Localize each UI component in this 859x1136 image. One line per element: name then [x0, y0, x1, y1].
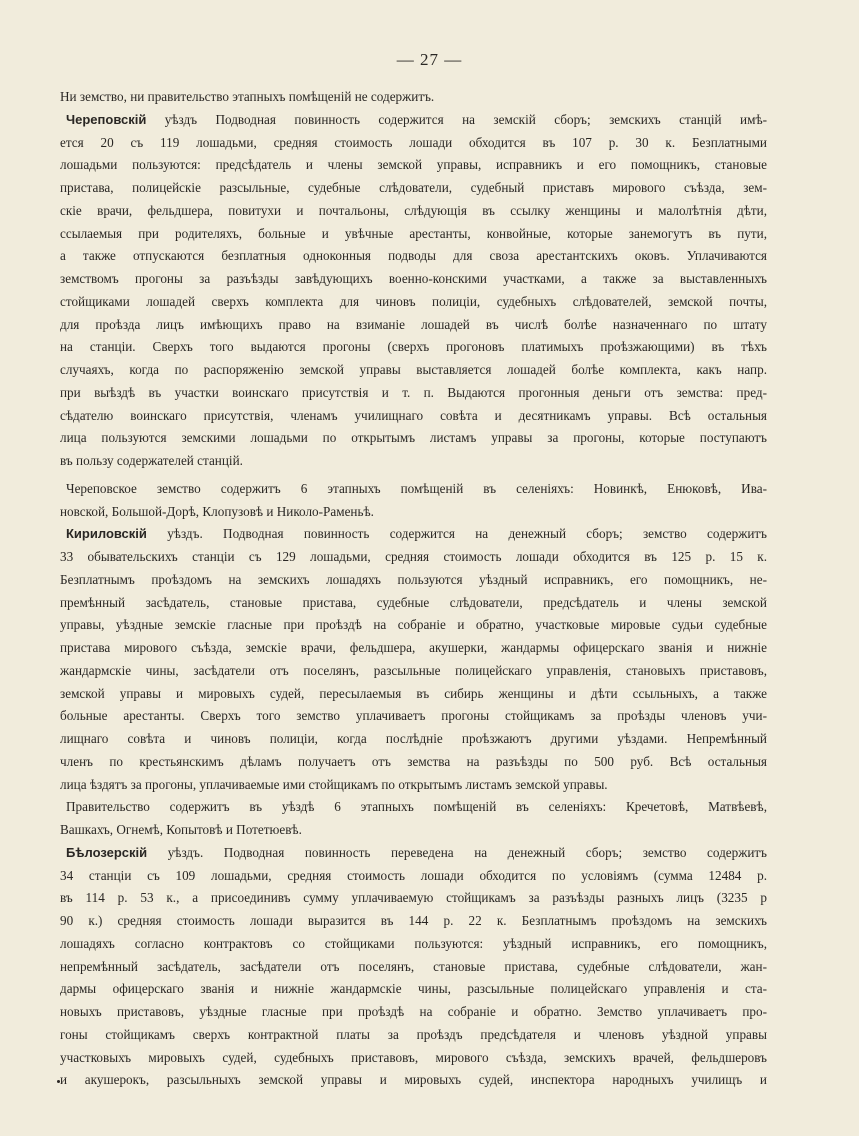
text-line: Ни земство, ни правительство этапныхъ помѣщеній не содержитъ. — [60, 89, 435, 104]
text-line: Кириловскій уѣздъ. Подводная повинность содержится на денежный сборъ; земство содержитъ — [66, 526, 767, 542]
text-line: а также отпускаются безплатныя одноконныя подводы для своза арестантскихъ оковъ. Уплачиваются — [60, 248, 767, 264]
paragraph-cherepovets-stages — [60, 478, 767, 524]
paragraph-belozersk — [60, 842, 767, 1092]
page-number: — 27 — — [396, 50, 463, 69]
text-line: лица ѣздятъ за прогоны, уплачиваемые ими стойщикамъ по открытымъ листамъ земской управы. — [60, 776, 608, 792]
text-line: для проѣзда лицъ имѣющихъ право на взиманіе лошадей въ числѣ болѣе назначеннаго по штату — [60, 316, 767, 332]
text-line: лошадяхъ согласно контрактовъ со стойщиками пользуются: уѣздный исправникъ, его помощникъ, — [60, 935, 767, 951]
text-line: лищнаго совѣта и чиновъ полиціи, когда послѣдніе проѣзжаютъ другими уѣздами. Непремѣнный — [60, 731, 767, 746]
text-line: непремѣнный засѣдатель, засѣдатели отъ поселянъ, становые пристава, судебные слѣдователи, жан- — [60, 958, 767, 974]
text-line: Вашкахъ, Огнемѣ, Копытовѣ и Потетюевѣ. — [60, 822, 302, 837]
district-heading: Бѣлозерскій — [66, 844, 148, 860]
paragraph-intro — [60, 86, 767, 109]
text-line: скіе врачи, фельдшера, повитухи и почтальоны, слѣдующія въ ссылку женщины и малолѣтнія дѣти, — [60, 202, 767, 218]
text-line: ссылаемыя при родителяхъ, больные и увѣчные арестанты, конвойные, которые занемогутъ въ пути, — [60, 225, 767, 241]
district-heading: Череповскій — [66, 111, 147, 127]
text-line: Безплатнымъ проѣздомъ на земскихъ лошадяхъ пользуются уѣздный исправникъ, его помощникъ, не- — [60, 571, 767, 587]
text-body — [60, 86, 767, 1092]
district-heading: Кириловскій — [66, 526, 147, 542]
text-line: премѣнный засѣдатель, становые пристава, судебные слѣдователи, предсѣдатель и члены земской — [60, 594, 767, 610]
text-line: 90 к.) средняя стоимость лошади выразится въ 144 р. 22 к. Безплатнымъ проѣздомъ на земскихъ — [60, 913, 767, 928]
text-line: Череповскій уѣздъ Подводная повинность содержится на земскій сборъ; земскихъ станцій имѣ- — [66, 111, 767, 127]
text-line: лошадьми пользуются: предсѣдатель и члены земской управы, исправникъ и его помощникъ, становые — [60, 157, 767, 173]
text-line: при выѣздѣ въ участки воинскаго присутствія и т. п. Выдаются прогонныя деньги отъ земства: пред- — [60, 384, 767, 400]
text-line: въ 114 р. 53 к., а присоединивъ сумму уплачиваемую стойщикамъ за разъѣзды разныхъ лицъ (3235 р — [60, 890, 767, 906]
text-line: членъ по крестьянскимъ дѣламъ получаетъ отъ земства на разъѣзды по 500 руб. Всѣ остальныя — [60, 753, 767, 769]
text-line: случаяхъ, когда по распоряженію земской управы выставляется лошадей болѣе комплекта, какъ напр. — [60, 362, 767, 377]
text-line: жандармскіе чины, засѣдатели отъ поселянъ, разсыльные полицейскаго управленія, становыхъ приставовъ, — [60, 662, 767, 678]
text-line: дармы офицерскаго званія и нижніе жандармскіе чины, разсыльные полицейскаго управленія и ста- — [60, 981, 767, 997]
text-line: 33 обывательскихъ станціи съ 129 лошадьми, средняя стоимость лошади обходится въ 125 р. 15 к. — [60, 549, 767, 564]
text-line: на станціи. Сверхъ того выдаются прогоны (сверхъ прогоновъ платимыхъ проѣзжающими) въ тѣхъ — [60, 339, 767, 355]
text-line: Бѣлозерскій уѣздъ. Подводная повинность переведена на денежный сборъ; земство содержитъ — [66, 844, 767, 860]
text-line: больные арестанты. Сверхъ того земство уплачиваетъ прогоны стойщикамъ за проѣзды членовъ учи- — [60, 708, 767, 724]
text-line: управы, уѣздные земскіе гласные при проѣздѣ на собраніе и обратно, участковые мировые судьи судебные — [60, 617, 767, 633]
text-line: Правительство содержитъ въ уѣздѣ 6 этапныхъ помѣщеній въ селеніяхъ: Кречетовѣ, Матвѣевѣ, — [66, 799, 767, 815]
text-line: пристава, полицейскіе разсыльные, судебные слѣдователи, судебный приставъ мирового съѣзда, зем- — [60, 180, 767, 195]
text-line: земствомъ прогоны за разъѣзды завѣдующихъ военно-конскими участками, а также за выставленныхъ — [60, 271, 767, 286]
paragraph-kirillov-stages — [60, 796, 767, 842]
text-line: лица пользуются земскими лошадьми по открытымъ листамъ управы за прогоны, которые поступаютъ — [60, 430, 767, 446]
paragraph-kirillov — [60, 523, 767, 796]
text-line: новыхъ приставовъ, уѣздные гласные при проѣздѣ на собраніе и обратно. Земство уплачиваетъ про- — [60, 1004, 767, 1019]
text-line: стойщиками лошадей сверхъ комплекта для чиновъ полиціи, судебныхъ слѣдователей, земской почты, — [60, 293, 767, 309]
text-line: сѣдателю воинскаго присутствія, членамъ училищнаго совѣта и десятникамъ управы. Всѣ остальныя — [60, 407, 767, 423]
text-line: въ пользу содержателей станцій. — [60, 453, 243, 468]
text-line: гоны стойщикамъ сверхъ контрактной платы за проѣздъ предсѣдателя и членовъ уѣздной управы — [60, 1026, 767, 1042]
ink-speck — [57, 1080, 60, 1083]
text-line: Череповское земство содержитъ 6 этапныхъ помѣщеній въ селеніяхъ: Новинкѣ, Енюковѣ, Ива- — [66, 480, 767, 496]
text-line: новской, Большой-Дорѣ, Клопузовѣ и Николо-Раменьѣ. — [60, 503, 374, 519]
text-line: ется 20 съ 119 лошадьми, средняя стоимость лошади обходится въ 107 р. 30 к. Безплатными — [60, 134, 767, 150]
text-line: и акушерокъ, разсыльныхъ земской управы и мировыхъ судей, инспектора народныхъ училищъ и — [60, 1072, 767, 1088]
text-line: участковыхъ мировыхъ судей, судебныхъ приставовъ, мирового съѣзда, земскихъ врачей, фельдшеровъ — [60, 1049, 767, 1065]
text-line: земской управы и мировыхъ судей, пересылаемыя въ сибирь женщины и дѣти ссыльныхъ, а также — [60, 685, 767, 701]
text-line: пристава мирового съѣзда, земскіе врачи, фельдшера, акушерки, жандармы офицерскаго званія и нижніе — [60, 640, 767, 655]
paragraph-cherepovets — [60, 109, 767, 473]
text-line: 34 станціи съ 109 лошадьми, средняя стоимость лошади обходится по условіямъ (сумма 12484 р. — [60, 867, 767, 883]
